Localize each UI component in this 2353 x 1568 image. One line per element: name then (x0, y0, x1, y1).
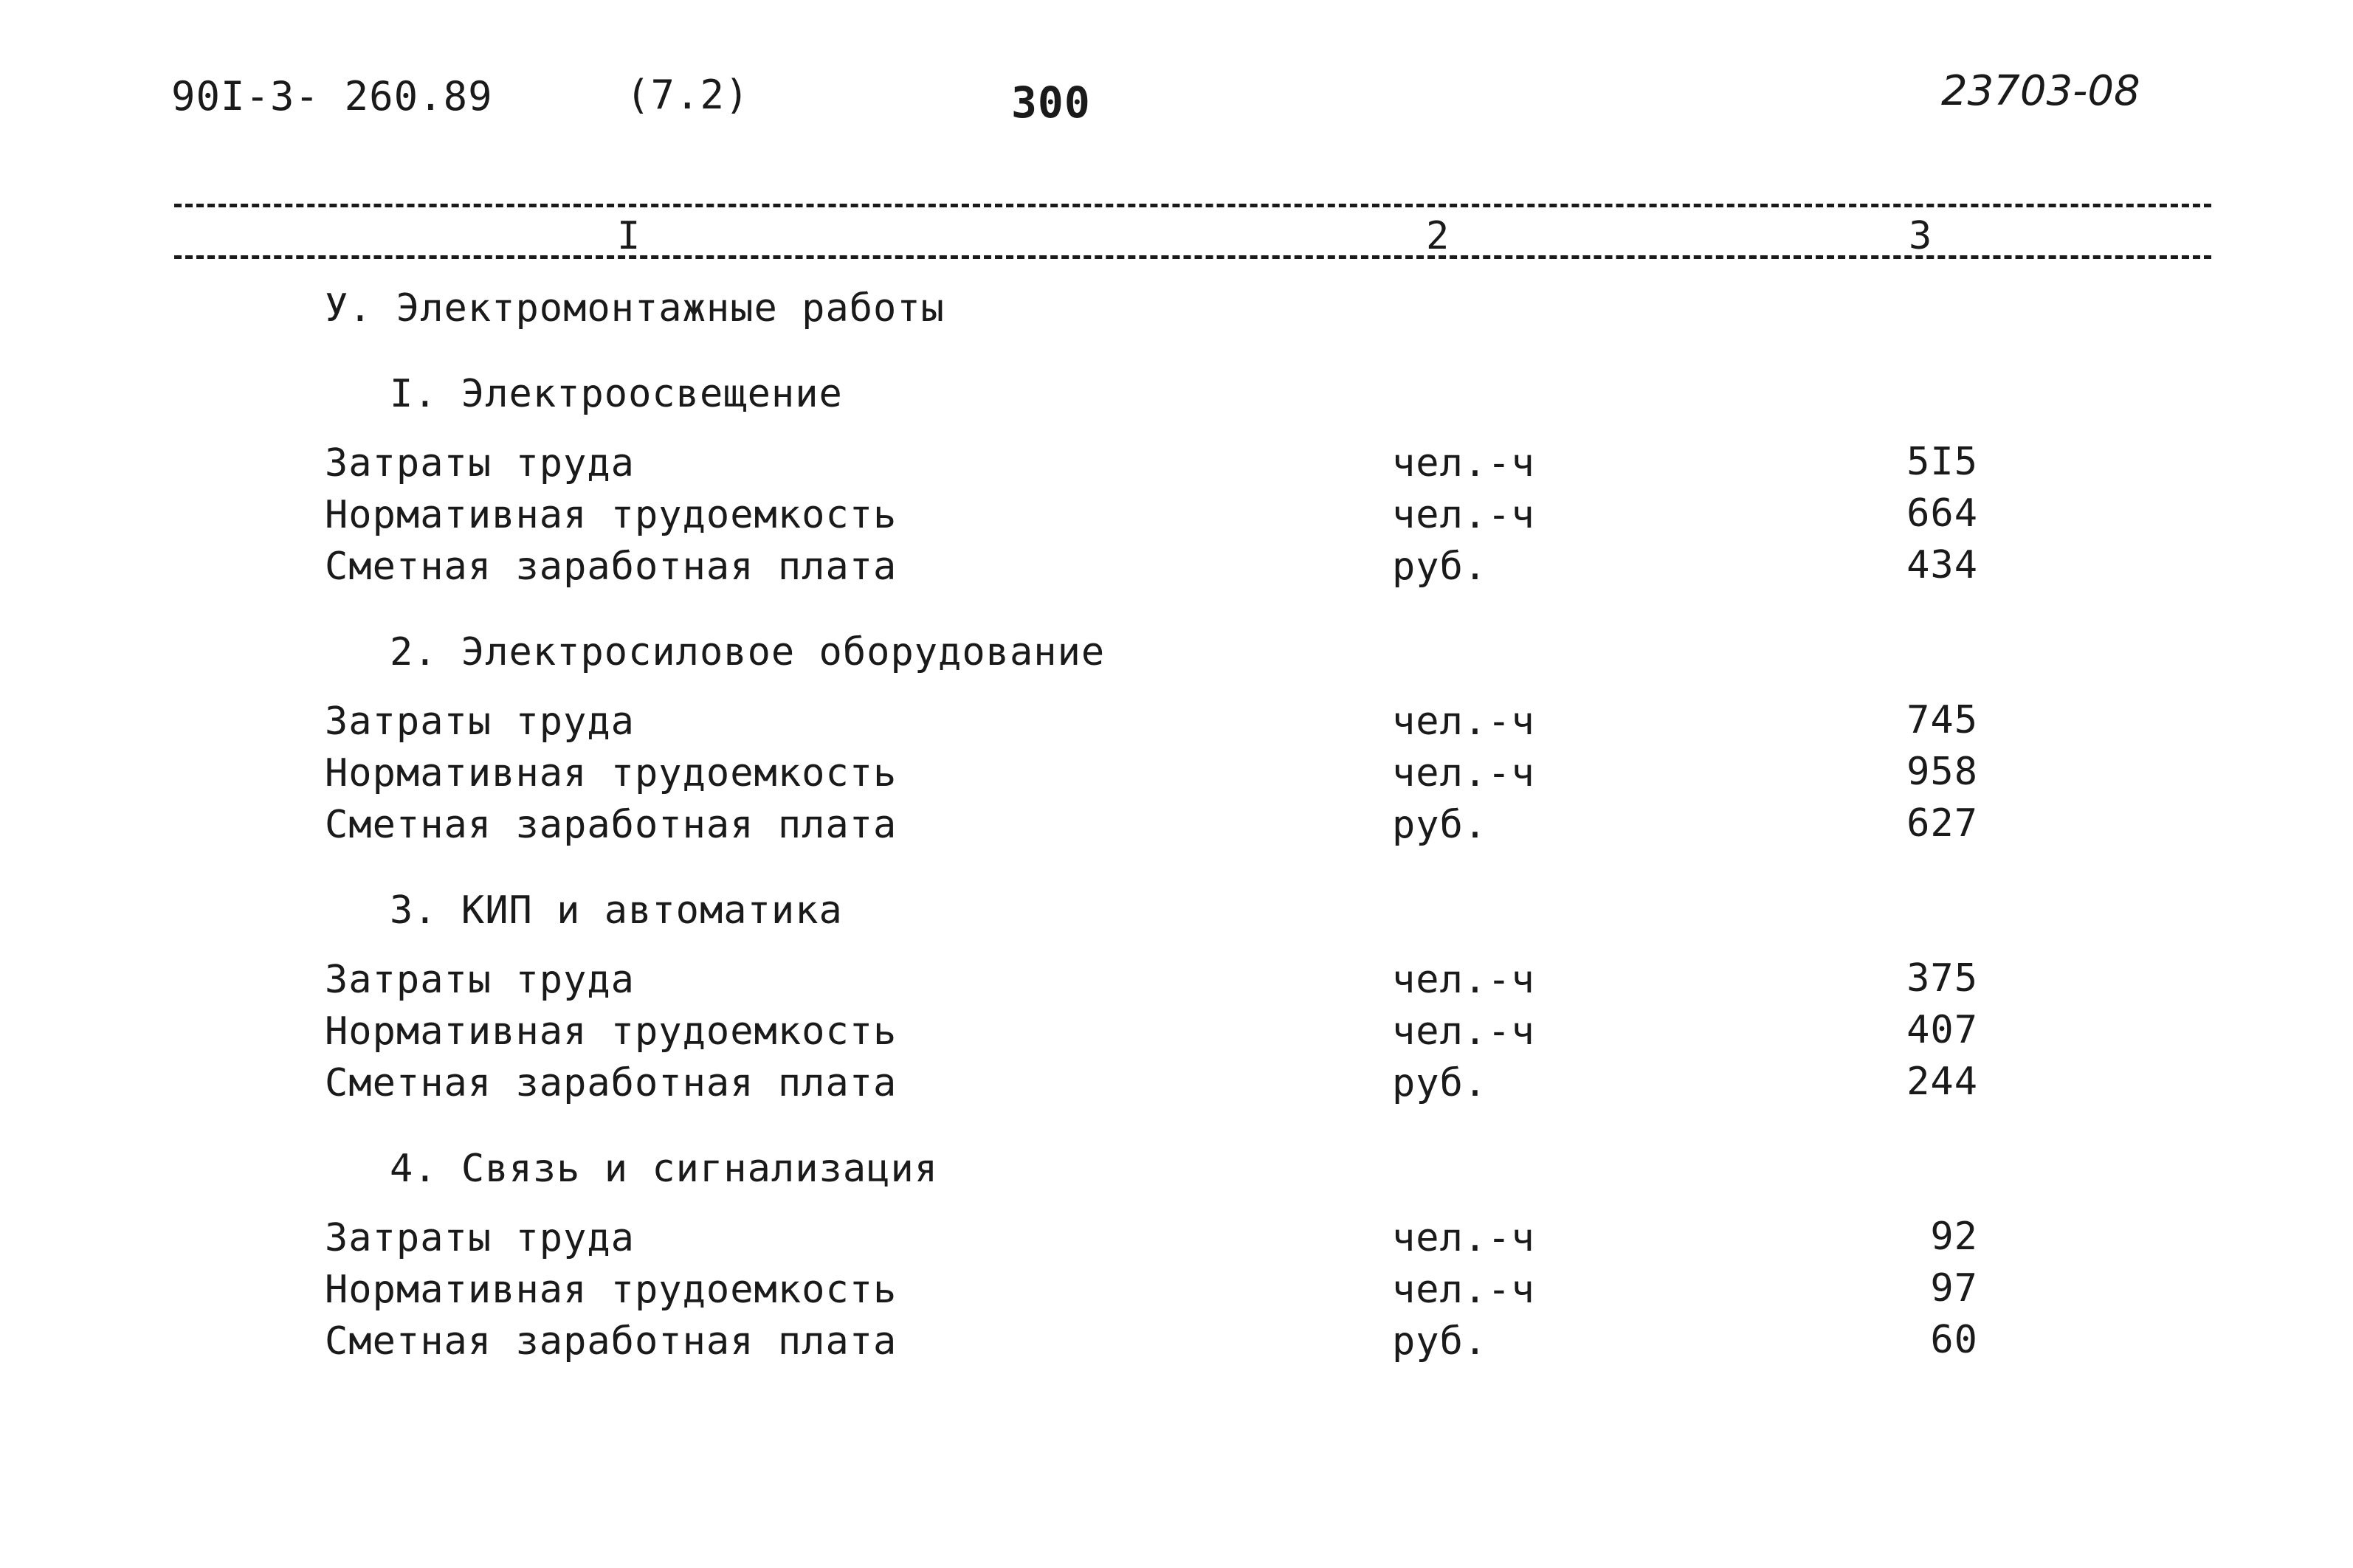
column-number-1: I (617, 214, 641, 258)
row-label: Нормативная трудоемкость (325, 1268, 898, 1312)
row-value: 244 (1906, 1060, 1978, 1104)
row-unit: чел.-ч (1392, 751, 1535, 795)
row-value: 745 (1906, 698, 1978, 742)
row-value: 60 (1930, 1318, 1978, 1362)
row-value: 434 (1906, 543, 1978, 587)
row-unit: чел.-ч (1392, 700, 1535, 744)
inventory-number: 23703-08 (1941, 67, 2140, 115)
section-title: У. Электромонтажные работы (325, 286, 945, 331)
row-unit: чел.-ч (1392, 493, 1535, 537)
row-value: 958 (1906, 750, 1978, 794)
row-label: Сметная заработная плата (325, 545, 898, 589)
row-label: Затраты труда (325, 1216, 635, 1260)
row-label: Нормативная трудоемкость (325, 751, 898, 795)
group-title: 3. КИП и автоматика (390, 888, 843, 933)
row-unit: чел.-ч (1392, 1268, 1535, 1312)
row-value: 375 (1906, 956, 1978, 1001)
row-label: Затраты труда (325, 700, 635, 744)
group-title: I. Электроосвещение (390, 372, 843, 416)
column-number-2: 2 (1426, 214, 1450, 258)
row-unit: чел.-ч (1392, 958, 1535, 1002)
row-label: Сметная заработная плата (325, 1061, 898, 1105)
row-unit: руб. (1392, 1061, 1488, 1105)
row-value: 407 (1906, 1008, 1978, 1052)
row-label: Затраты труда (325, 958, 635, 1002)
group-title: 2. Электросиловое оборудование (390, 630, 1106, 674)
row-label: Сметная заработная плата (325, 803, 898, 847)
row-unit: руб. (1392, 803, 1488, 847)
row-label: Сметная заработная плата (325, 1319, 898, 1364)
row-unit: чел.-ч (1392, 1216, 1535, 1260)
column-number-3: 3 (1909, 214, 1933, 258)
row-unit: чел.-ч (1392, 1009, 1535, 1054)
table-header-rule (174, 255, 2211, 259)
row-label: Затраты труда (325, 441, 635, 486)
table-top-rule (174, 204, 2211, 207)
document-code: 90I-3- 260.89 (171, 73, 493, 120)
row-value: 627 (1906, 801, 1978, 846)
row-unit: чел.-ч (1392, 441, 1535, 486)
row-value: 92 (1930, 1215, 1978, 1259)
row-unit: руб. (1392, 545, 1488, 589)
row-value: 97 (1930, 1266, 1978, 1310)
page-number: 300 (1011, 77, 1091, 128)
group-title: 4. Связь и сигнализация (390, 1147, 939, 1191)
row-value: 5I5 (1906, 440, 1978, 484)
row-label: Нормативная трудоемкость (325, 1009, 898, 1054)
row-value: 664 (1906, 491, 1978, 536)
row-label: Нормативная трудоемкость (325, 493, 898, 537)
document-part: (7.2) (626, 72, 750, 118)
row-unit: руб. (1392, 1319, 1488, 1364)
